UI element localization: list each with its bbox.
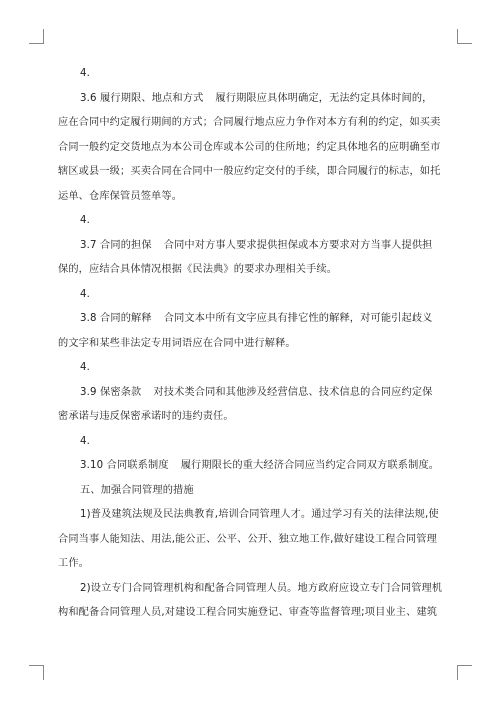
section-label: 3.7 合同的担保 xyxy=(80,239,152,251)
body-text: 工作。 xyxy=(58,558,90,569)
section-label: 3.10 合同联系制度 xyxy=(80,460,169,471)
heading-measures: 五、加强合同管理的措施 xyxy=(80,484,194,496)
body-text: 合同中对方事人要求提供担保或本方要求对方当事人提供担 xyxy=(163,239,433,251)
section-3-9 xyxy=(58,381,446,430)
crop-mark-top-right xyxy=(457,29,472,44)
body-text: 合同一般约定交货地点为本公司仓库或本公司的住所地；约定具体地名的应明确至市 xyxy=(58,141,441,153)
body-text: 应在合同中约定履行期间的方式；合同履行地点应力争作对本方有利的约定，如买卖 xyxy=(58,117,441,128)
body-text: 保的，应结合具体情况根据《民法典》的要求办理相关手续。 xyxy=(58,264,338,275)
body-text: 辖区或县一级；买卖合同在合同中一般应约定交付的手续，即合同履行的标志，如托 xyxy=(58,166,441,177)
crop-mark-bottom-right xyxy=(457,665,472,680)
crop-mark-top-left xyxy=(29,29,44,44)
body-text: 合同文本中所有文字应具有排它性的解释，对可能引起歧义 xyxy=(163,313,433,324)
body-text: 对技术类合同和其他涉及经营信息、技术信息的合同应约定保 xyxy=(153,386,433,398)
body-text: 1)普及建筑法规及民法典教育,培训合同管理人才。通过学习有关的法律法规,使 xyxy=(80,509,439,520)
section-3-10 xyxy=(58,454,446,479)
list-number: 4. xyxy=(80,68,91,79)
measure-1 xyxy=(58,503,446,577)
section-label: 3.9 保密条款 xyxy=(80,386,142,398)
body-text: 密承诺与违反保密承诺时的违约责任。 xyxy=(58,411,234,422)
section-label: 3.8 合同的解释 xyxy=(80,313,152,324)
body-text: 2)设立专门合同管理机构和配备合同管理人员。地方政府应设立专门合同管理机 xyxy=(80,582,443,594)
measure-2 xyxy=(58,577,446,626)
body-text: 的文字和某些非法定专用词语应在合同中进行解释。 xyxy=(58,337,296,349)
crop-mark-bottom-left xyxy=(29,665,44,680)
section-3-8 xyxy=(58,307,446,356)
section-label: 3.6 履行期限、地点和方式 xyxy=(80,92,204,104)
document-page xyxy=(58,62,446,626)
list-number: 4. xyxy=(80,362,91,373)
body-text: 履行期限应具体明确定，无法约定具体时间的， xyxy=(215,92,433,104)
body-text: 运单、仓库保管员签单等。 xyxy=(58,190,183,202)
section-3-6 xyxy=(58,87,446,210)
list-number: 4. xyxy=(80,288,91,300)
list-number: 4. xyxy=(80,215,91,226)
section-3-7 xyxy=(58,234,446,283)
body-text: 合同当事人能知法、用法,能公正、公平、公开、独立地工作,做好建设工程合同管理 xyxy=(58,533,437,545)
body-text: 构和配备合同管理人员,对建设工程合同实施登记、审查等监督管理;项目业主、建筑 xyxy=(58,607,438,618)
list-number: 4. xyxy=(80,435,91,447)
body-text: 履行期限长的重大经济合同应当约定合同双方联系制度。 xyxy=(180,460,440,471)
